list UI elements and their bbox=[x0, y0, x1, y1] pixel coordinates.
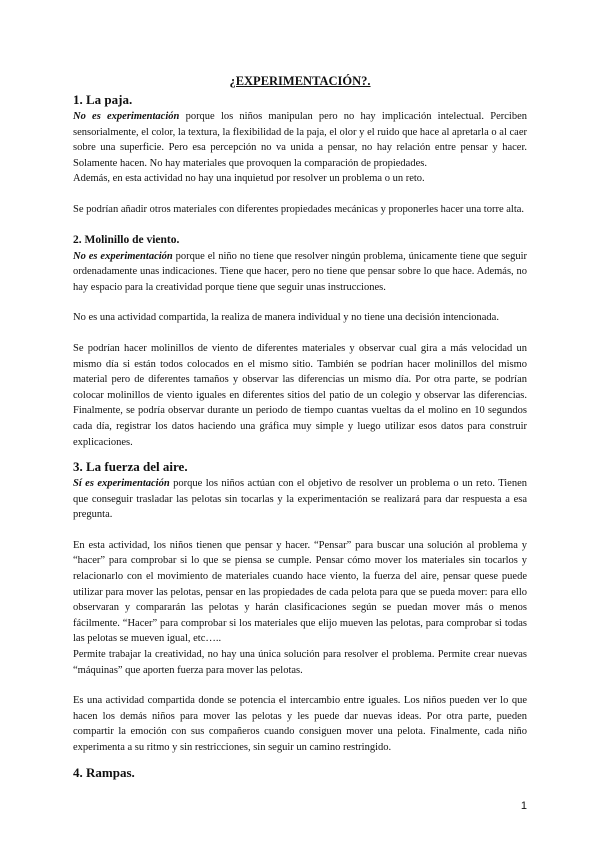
section-3-paragraph-3: Permite trabajar la creatividad, no hay una única solución para resolver el problema. Permite crear nuevas “máquinas” que aporten fuerza para mover las pelotas. bbox=[73, 649, 527, 676]
section-2-paragraph-1-text: porque el niño no tiene que resolver ningún problema, únicamente tiene que seguir ordenadamente unas indicaciones. Tiene que hacer, pero no tiene que pensar sobre lo que hace. Además, no hay espacio para la creatividad porque tiene que seguir unas instrucciones. bbox=[73, 250, 528, 293]
section-1-verdict: No es experimentación bbox=[73, 111, 180, 122]
section-3-paragraph-2: En esta actividad, los niños tienen que pensar y hacer. “Pensar” para buscar una solución al problema y “hacer” para comprobar si lo que se piensa se cumple. Pensar cómo mover los materiales sin tocarlos y relacionarlo con el movimiento de materiales cuando hace viento, la fuerza del aire, pensar quese puede utilizar para mover las pelotas, pensar en las propiedades de cada pelota para que se pueda mover: para ello observaran y compararán las pelotas y harán clasificaciones según se puedan mover más o menos fácilmente. “Hacer” para comprobar si los materiales que elijo mueven las pelotas, para comprobar si todas las pelotas se mueven igual, etc….. bbox=[73, 539, 527, 645]
page-title: ¿EXPERIMENTACIÓN?. bbox=[229, 74, 371, 88]
section-2-paragraph-2: No es una actividad compartida, la realiza de manera individual y no tiene una decisión intencionada. bbox=[73, 312, 499, 324]
section-3-verdict: Sí es experimentación bbox=[73, 478, 170, 490]
section-3-paragraph-4: Es una actividad compartida donde se potencia el intercambio entre iguales. Los niños pueden ver lo que hacen los demás niños para mover las pelotas y les puede dar nuevas ideas. Por otra parte, pueden compartir la emoción con sus compañeros cuando consiguen mover una pelota. Finalmente, cada niño experimenta a su ritmo y sin restricciones, sin seguir un camino restringido. bbox=[73, 695, 527, 753]
section-4-heading: 4. Rampas. bbox=[73, 764, 135, 780]
page-number: 1 bbox=[520, 800, 527, 812]
section-2-paragraph-3: Se podrían hacer molinillos de viento de diferentes materiales y observar cual gira a más velocidad un mismo día si están todos colocados en el mismo sitio. También se podrían hacer molinillos del mismo material pero de diferentes tamaños y observar las diferencias un mismo día. Por otra parte, se podrían colocar molinillos de viento iguales en diferentes sitios del patio de un colegio y observar las diferencias. Finalmente, se podría observar durante un periodo de tiempo cuantas vueltas da el molino en 10 segundos cada día, registrar los datos haciendo una gráfica muy simple y luego utilizar esos datos para construir explicaciones. bbox=[73, 342, 527, 448]
section-1-paragraph-2: Además, en esta actividad no hay una inquietud por resolver un problema o un reto. bbox=[73, 173, 425, 185]
section-1-heading: 1. La paja. bbox=[73, 92, 133, 107]
section-2-verdict: No es experimentación bbox=[73, 250, 173, 262]
section-3-paragraph-1-text: porque los niños actúan con el objetivo de resolver un problema o un reto. Tienen que conseguir trasladar las pelotas sin tocarlas y la experimentación se realizará para dar respuesta a esa pregunta. bbox=[73, 478, 527, 521]
section-1-paragraph-1-text: porque los niños manipulan pero no hay implicación intelectual. Perciben sensorialmente, el color, la textura, la flexibilidad de la paja, el olor y el ruido que hace al apretarla o al caer sobre una superficie. Pero esa percepción no va unida a pensar, no hay relación entre pensar y hacer. Solamente hacen. No hay materiales que provoquen la comparación de propiedades. bbox=[73, 111, 527, 169]
document-page bbox=[73, 74, 527, 782]
section-2-paragraph-1 bbox=[73, 249, 527, 296]
section-3-heading: 3. La fuerza del aire. bbox=[73, 459, 188, 475]
section-1-paragraph-1 bbox=[73, 109, 527, 171]
section-2-heading: 2. Molinillo de viento. bbox=[73, 233, 180, 246]
section-3-paragraph-1 bbox=[73, 476, 527, 523]
section-1-paragraph-3: Se podrían añadir otros materiales con diferentes propiedades mecánicas y proponerles hacer una torre alta. bbox=[73, 203, 525, 215]
